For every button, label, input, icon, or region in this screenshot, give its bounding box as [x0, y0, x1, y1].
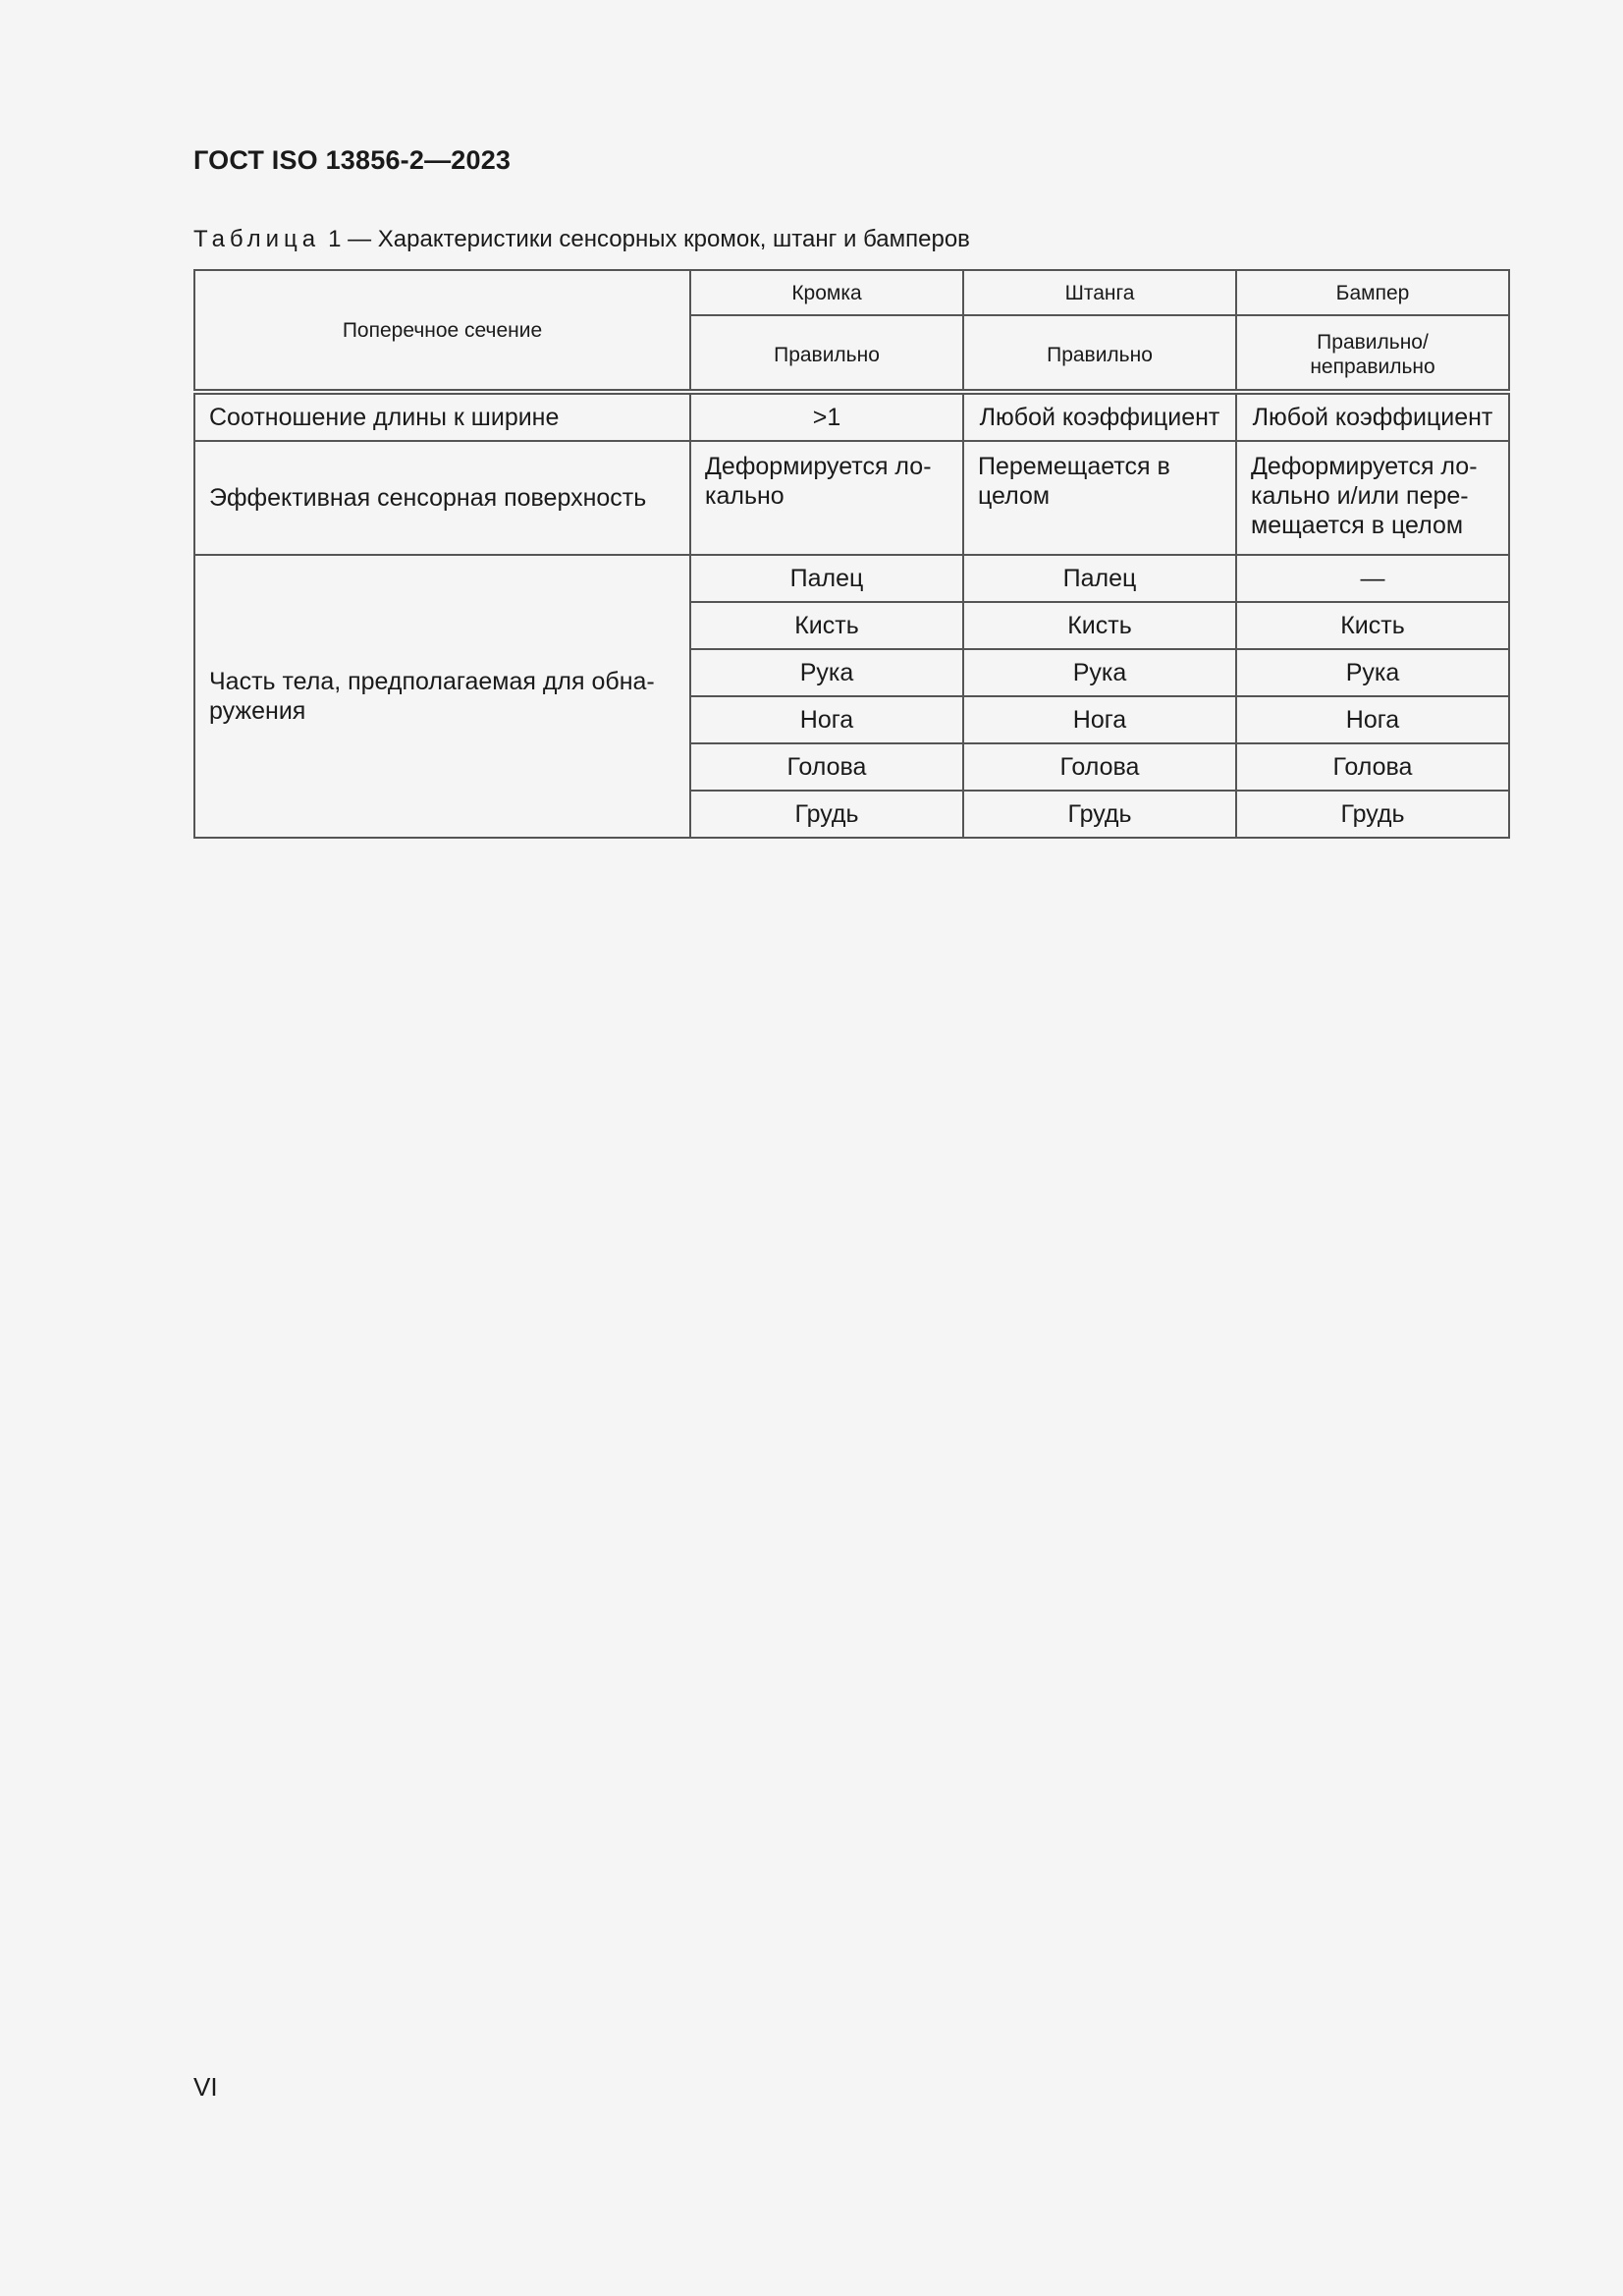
table-caption-text: 1 — Характеристики сенсорных кромок, штанг и бамперов — [328, 226, 970, 252]
table-row-ratio — [194, 392, 1509, 441]
body-part-cell: Рука — [1236, 649, 1509, 696]
cross-section-edge: Правильно — [690, 315, 963, 392]
header-column-bumper: Бампер — [1236, 270, 1509, 315]
characteristics-table-wrapper — [193, 269, 1508, 839]
body-part-cell: Нога — [963, 696, 1236, 743]
cross-section-bar: Правильно — [963, 315, 1236, 392]
body-part-cell: Грудь — [1236, 791, 1509, 838]
ratio-bumper: Любой коэффициент — [1236, 392, 1509, 441]
body-part-cell: Палец — [963, 555, 1236, 602]
table-body-ratio — [194, 392, 1509, 441]
body-part-cell: Нога — [1236, 696, 1509, 743]
surface-bumper: Деформируется ло- кально и/или пере- мещается в целом — [1236, 441, 1509, 555]
table-caption — [193, 226, 970, 253]
header-column-edge: Кромка — [690, 270, 963, 315]
characteristics-table — [193, 269, 1510, 839]
body-part-cell: Рука — [690, 649, 963, 696]
body-part-cell: Рука — [963, 649, 1236, 696]
table-row — [194, 555, 1509, 602]
surface-edge: Деформируется ло- кально — [690, 441, 963, 555]
table-row-surface — [194, 441, 1509, 555]
body-part-cell: Голова — [963, 743, 1236, 791]
body-part-cell: Нога — [690, 696, 963, 743]
table-body-main — [194, 441, 1509, 838]
header-cross-section-label: Поперечное сечение — [194, 270, 690, 392]
body-part-label: Часть тела, предполагаемая для обна- ружения — [194, 555, 690, 838]
cross-section-bumper: Правильно/ неправильно — [1236, 315, 1509, 392]
body-part-cell: Кисть — [690, 602, 963, 649]
body-part-cell: Грудь — [690, 791, 963, 838]
ratio-bar: Любой коэффициент — [963, 392, 1236, 441]
surface-bar: Перемещается в целом — [963, 441, 1236, 555]
ratio-edge: >1 — [690, 392, 963, 441]
body-part-cell: Кисть — [963, 602, 1236, 649]
body-part-cell: Голова — [690, 743, 963, 791]
body-part-cell: Грудь — [963, 791, 1236, 838]
body-part-cell: Голова — [1236, 743, 1509, 791]
body-part-cell: Кисть — [1236, 602, 1509, 649]
table-head — [194, 270, 1509, 392]
table-caption-word: Таблица — [193, 226, 321, 252]
table-header-row — [194, 270, 1509, 315]
page-number: VI — [193, 2072, 218, 2102]
body-part-cell: Палец — [690, 555, 963, 602]
body-part-cell: — — [1236, 555, 1509, 602]
surface-label: Эффективная сенсорная поверхность — [194, 441, 690, 555]
ratio-label: Соотношение длины к ширине — [194, 392, 690, 441]
header-column-bar: Штанга — [963, 270, 1236, 315]
document-header: ГОСТ ISO 13856-2—2023 — [193, 145, 512, 175]
